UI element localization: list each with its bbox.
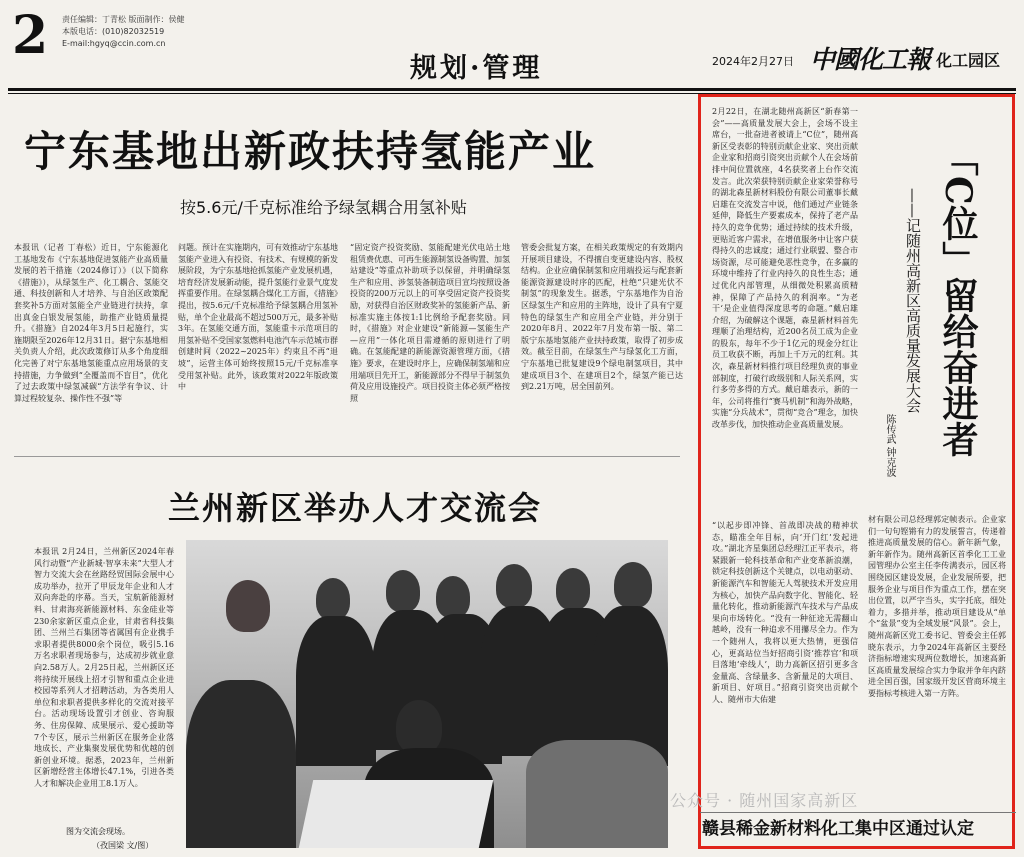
- page-number: 2: [12, 5, 49, 66]
- feature-subtitle: ——记随州高新区高质量发展大会: [904, 188, 922, 413]
- lead-column-3: “固定资产投资奖励、氢能配建光伏电站土地租赁费优惠、可再生能源制氢设备购置、加氢站建设”等重点补助项予以保留，并明确绿氢生产和应用、涉氢装备制造项目宣均按照设备投资的200万元以上的可享受固定资产投资奖励，对获得自治区财政奖补的氢能新产品、新标准实施主体按1:1比例给予配套奖励。同时，《措施》对企业建设“新能源—氢能生产—应用”一体化项目需遵循的原则进行了明确。在氢能配建的新能源资源管理方面，《措施》要求，在建设时序上，应确保制氢端和应用端项目先开工，新能源部分不得早于制氢负荷及应用设施投产。项目投资主体必须严格按照: [350, 243, 510, 403]
- newspaper-logo: 中國化工報: [810, 45, 931, 74]
- lanzhou-headline: 兰州新区举办人才交流会: [168, 489, 543, 527]
- editor-line: 责任编辑：丁青松 版面制作：侯健: [62, 15, 185, 24]
- lanzhou-credit: （孜国梁 文/图）: [92, 841, 154, 850]
- email-line: E-mail:hgyq@ccin.com.cn: [62, 39, 166, 48]
- lead-column-1: 本报讯（记者 丁春松）近日，宁东能源化工基地发布《宁东基地促进氢能产业高质量发展的若干措施（2024修订）》（以下简称《措施》），从绿氢生产、化工耦合、氢能交通、科技创新和人才培养、与自治区政策配套奖补5方面对氢能全产业链进行扶持，拿出真金白银发展氢能，助推产业链质量提升。《措施》自2024年3月5日起施行，实施期限至2026年12月31日。据宁东基地相关负责人介绍，此次政策修订从多个角度细化完善了对宁东基地氢能重点应用场景的支持措施，力争做到“全覆盖而不盲目”，优化了过去政策中绿氢减碳“方法学有争议、计算过程较复杂、操作性不强”等: [14, 243, 168, 403]
- feature-column-3: 材有限公司总经理郭定帧表示。企业家们一句句铿锵有力的发展誓言，传递着推进高质量发展的信心。新年新气象，新年新作为。随州高新区首季化工工业园管理办公室主任李传满表示，园区将围绕园区建设发展，企业发展所要，把服务企业与项目作为重点工作，摆在突出位置，以严字当头，实字托底，细处着力，多措并举，推动项目建设从“单个”盆景”变为全域发展“风景”。会上，随州高新区党工委书记、管委会主任郭晓东表示，力争2024年高新区主要经济指标增速实现两位数增长，加速高新区高质量发展综合实力争取并争年内跻进全国百强，国家级开发区营商环境主要指标考核进入第一方阵。: [868, 515, 1006, 698]
- issue-date: 2024年2月27日: [712, 55, 794, 68]
- lead-column-2: 问题。预计在实施期内，可有效推动宁东基地氢能产业进入有投资、有技术、有规模的新发展阶段，为宁东基地抢抓氢能产业发展机遇，培育经济发展新动能，提升氢能行业景气度发挥重要作用。在绿氢耦合煤化工方面，《措施》提出，按5.6元/千克标准给予绿氢耦合用氢补贴，单个企业最高不超过500万元，最多补贴3年。在氢能交通方面，氢能重卡示范项目的用氢补贴不受国家氢燃料电池汽车示范城市群创建时间（2022~2025年）约束且不再“退坡”，运营主体可始终按照15元/千克标准享受用氢补贴。此外，该政策对2022年版政策中: [178, 243, 338, 392]
- feature-author: 陈传武 钟克波: [884, 414, 895, 478]
- feature-column-1: 2月22日，在湖北随州高新区“新春第一会”——高质量发展大会上，会场不设主席台，一批奋进者被请上“C位”，随州高新区受表彰的特别贡献企业家、突出贡献企业家和招商引资突出贡献个人在会场前排中间位置就座，4名获奖者上台作交流发言。此次荣获特别贡献企业家荣誉称号的湖北森星新材料股份有限公司董事长戴启雄在交流发言中说，他们通过产业链条延伸，降低生产要素成本，保持了老产品持久的竞争优势；通过持续的技术升级，更贴近客户需求，在增值服务中让客户获得持久的忠诚度；通过行业联盟、整合市场资源，尽可能避免恶性竞争，在多赢的环境中维持了行业内持久的良性生态；通过优化内部管理，从细微处积累高质精神，保障了产品持久的利润率。“为老干‘是企业值得深度思考的命题。”戴启雄介绍，为破解这个课题，森星新材料首先理顺了治理结构，近200名员工成为企业的股东，每年不少于1亿元的现金分红让员工收获不断，再加上千万元的红利。其次，森星新材料推行项目经理负责的事业部制度，打破行政级别和人际关系网，实行多劳多得的方式。戴启雄表示，新的一年，公司将推行“赛马机制”和海外战略，实施“分兵战术”，贯彻“竞合”理念，加快改革步伐，加快推动企业高质量发展。: [712, 107, 858, 430]
- header-rule: [8, 88, 1016, 91]
- lanzhou-caption: 图为交流会现场。: [66, 827, 130, 836]
- editor-info: [62, 14, 185, 50]
- lead-subheadline: 按5.6元/千克标准给予绿氢耦合用氢补贴: [180, 198, 467, 217]
- bottom-banner-headline: 赣县稀金新材料化工集中区通过认定: [702, 819, 974, 839]
- lead-column-4: 管委会批复方案，在相关政策规定的有效期内开展项目建设，不得擅自变更建设内容、股权结构。企业应确保制氢和应用端投运与配套新能源资源建设时序的匹配，杜绝“只建光伏不制氢”的现象发生。据悉，宁东基地作为自治区绿氢生产和应用的主阵地，设计了具有宁夏特色的绿氢生产和应用全产业链，并分别于2020年8月、2022年7月发布第一版、第二版宁东基地氢能产业扶持政策，取得了初步成效。截至目前，在绿氢生产与绿氢化工方面，宁东基地已批复建设9个绿电制氢项目，其中建成项目3个、在建项目2个，绿氢产能已达到2.21万吨，居全国前列。: [521, 243, 683, 392]
- lead-headline: 宁东基地出新政扶持氢能产业: [24, 127, 597, 176]
- section-title: 规划·管理: [410, 53, 543, 84]
- watermark: 公众号 · 随州国家高新区: [670, 791, 859, 810]
- feature-column-2: “以起步即冲锋、首战即决战的精神状态，瞄准全年目标，向‘开门红’发起进攻。”湖北齐星集团总经理江正平表示，将紧跟新一轮科技革命和产业变革新浪潮，锁定科技创新这个关键点，以电动驱动、新能源汽车和智能无人驾驶技术开发应用为核心，加快产品向数字化、智能化、轻量化转化，推动新能源汽车技术与产品成果向市场转化。“没有一种征途无需翻山越岭，没有一种追求不用攥尽全力。作为一个随州人，我将以更大热情，更强信心，更高站位当好招商引资‘推荐官’和项目落地‘牵线人’，助力高新区招引更多含金量高、含绿量多、含新量足的大项目、新项目、好项目。”招商引资突出贡献个人、随州市大佑建: [712, 521, 858, 704]
- banner-rule: [700, 812, 1016, 813]
- feature-title: 「C位」留给奋进者: [937, 140, 979, 457]
- lanzhou-text: 本报讯 2月24日，兰州新区2024年春风行动暨“产业新城·智享未来”大型人才智力交流大会在丝路经贸国际会展中心成功举办，拉开了甲辰龙年企业和人才双向奔赴的序幕。当天，宝航新能源材料、甘肃海亮新能源材料、东金硅业等230余家新区重点企业，甘肃省科技集团、兰州兰石集团等省属国有企业携手求职者提供8000余个岗位，吸引5.16万名求职者现场参与，达成初步就业意向2.58万人。2月25日起，兰州新区还将持续开展线上招才引智和重点企业进校园等系列人才招聘活动，为各类用人单位和求职者提供多样化的交流对接平台。活动现场设置引才创业、咨询服务、住房保障、成果展示、爱心援助等7个专区，展示兰州新区在服务企业落地成长、产业集聚发展优势和优越的创新创业环境。据悉，2023年，兰州新区新增经营主体增长47.1%，引进各类人才和解决企业用工8.1万人。: [34, 547, 174, 788]
- section-name: 化工园区: [936, 51, 1001, 70]
- phone-line: 本版电话：(010)82032519: [62, 27, 165, 36]
- job-fair-photo: [186, 540, 668, 848]
